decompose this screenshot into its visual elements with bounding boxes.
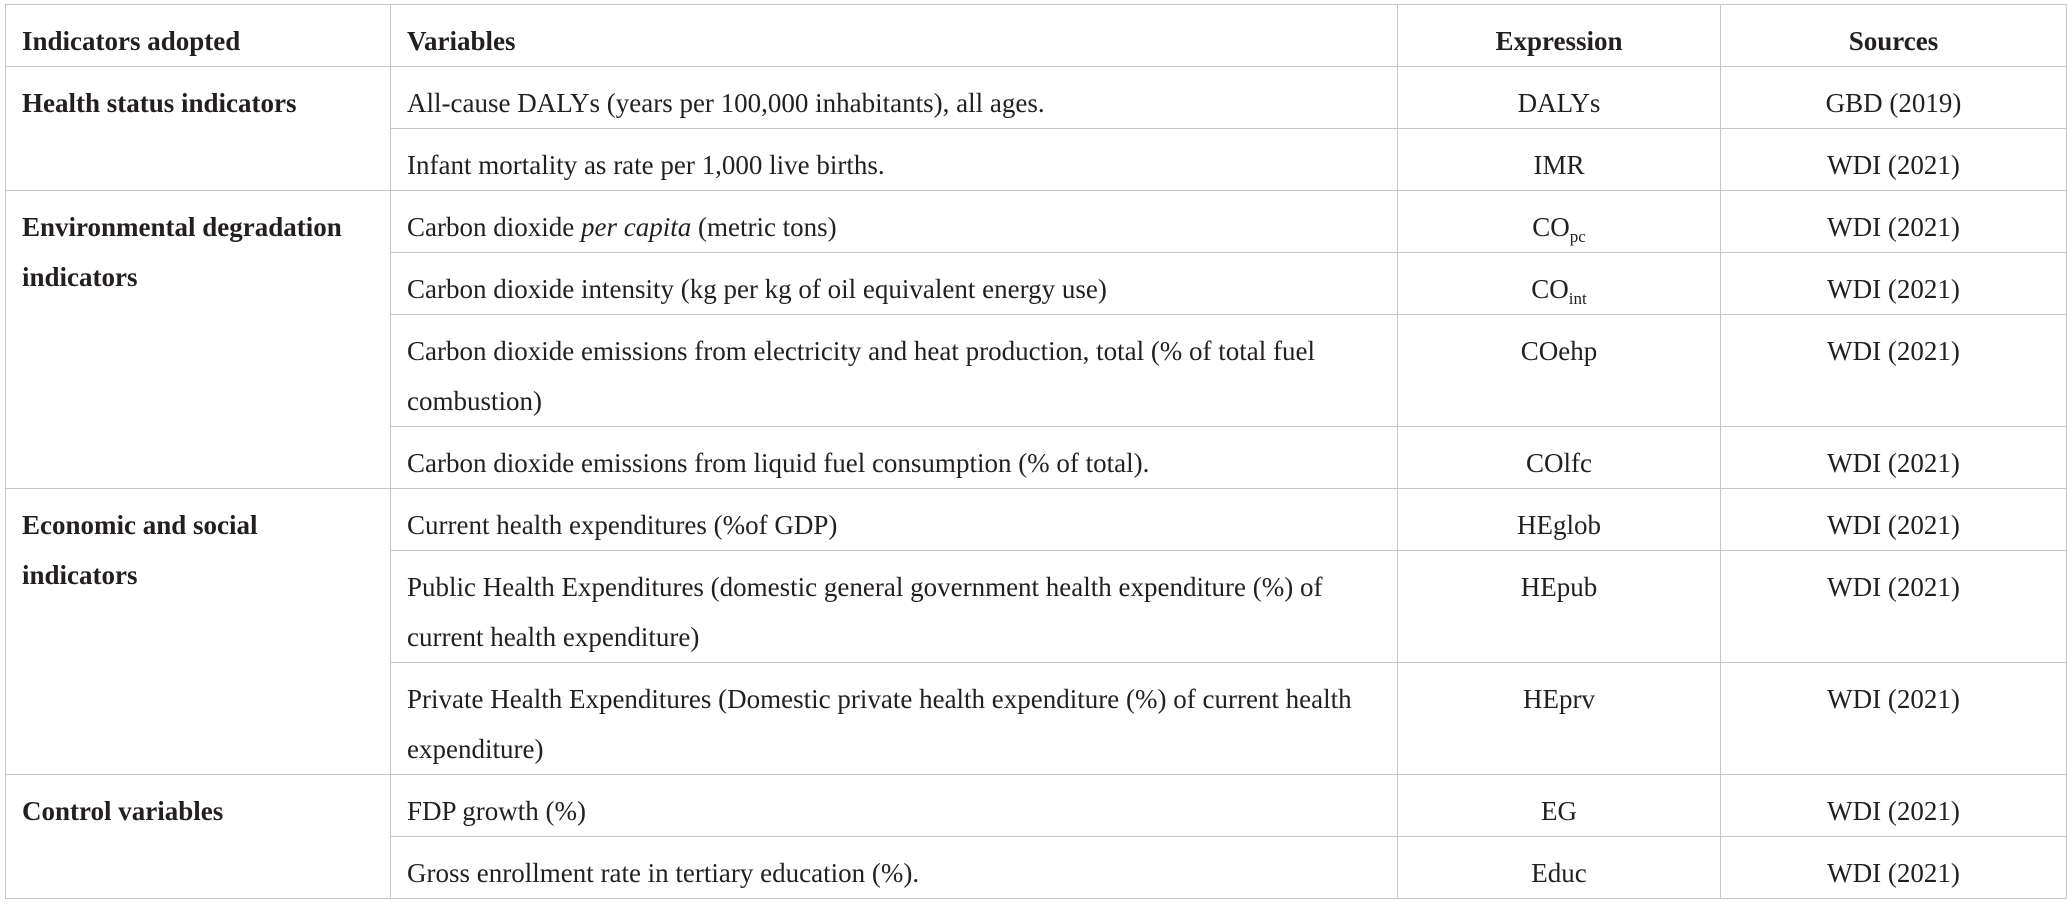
header-indicators: Indicators adopted: [6, 5, 391, 67]
header-expression: Expression: [1398, 5, 1721, 67]
variable-italic-text: per capita: [580, 212, 692, 242]
expression-cell: COlfc: [1398, 427, 1721, 489]
table-row: [6, 191, 2067, 253]
table-header-row: [6, 5, 2067, 67]
expression-subscript: pc: [1569, 227, 1586, 246]
variable-cell: Infant mortality as rate per 1,000 live births.: [391, 129, 1398, 191]
table-row: [6, 775, 2067, 837]
expression-cell: EG: [1398, 775, 1721, 837]
expression-cell: [1398, 253, 1721, 315]
expression-cell: [1398, 191, 1721, 253]
variable-cell: Gross enrollment rate in tertiary education (%).: [391, 837, 1398, 899]
expression-cell: Educ: [1398, 837, 1721, 899]
variable-cell: Current health expenditures (%of GDP): [391, 489, 1398, 551]
table-row: [6, 67, 2067, 129]
source-cell: GBD (2019): [1721, 67, 2067, 129]
header-sources: Sources: [1721, 5, 2067, 67]
source-cell: WDI (2021): [1721, 489, 2067, 551]
group-label-economic-social: Economic and social indicators: [6, 489, 391, 775]
expression-cell: IMR: [1398, 129, 1721, 191]
source-cell: WDI (2021): [1721, 253, 2067, 315]
source-cell: WDI (2021): [1721, 775, 2067, 837]
variable-cell: Private Health Expenditures (Domestic private health expenditure (%) of current health expenditure): [391, 663, 1398, 775]
variable-cell: Carbon dioxide intensity (kg per kg of oil equivalent energy use): [391, 253, 1398, 315]
expression-cell: HEglob: [1398, 489, 1721, 551]
expression-cell: DALYs: [1398, 67, 1721, 129]
source-cell: WDI (2021): [1721, 663, 2067, 775]
header-variables: Variables: [391, 5, 1398, 67]
table-row: [6, 489, 2067, 551]
expression-cell: HEprv: [1398, 663, 1721, 775]
variable-cell: [391, 191, 1398, 253]
source-cell: WDI (2021): [1721, 551, 2067, 663]
source-cell: WDI (2021): [1721, 427, 2067, 489]
expression-cell: HEpub: [1398, 551, 1721, 663]
group-label-environmental-degradation: Environmental degradation indicators: [6, 191, 391, 489]
indicators-table: [5, 4, 2067, 899]
group-label-control-variables: Control variables: [6, 775, 391, 899]
variable-cell: Carbon dioxide emissions from liquid fuel consumption (% of total).: [391, 427, 1398, 489]
variable-cell: FDP growth (%): [391, 775, 1398, 837]
variable-text: (metric tons): [691, 212, 837, 242]
source-cell: WDI (2021): [1721, 315, 2067, 427]
expression-text: CO: [1532, 212, 1570, 242]
variable-cell: All-cause DALYs (years per 100,000 inhabitants), all ages.: [391, 67, 1398, 129]
expression-text: CO: [1531, 274, 1569, 304]
variable-cell: Carbon dioxide emissions from electricity and heat production, total (% of total fuel combustion): [391, 315, 1398, 427]
source-cell: WDI (2021): [1721, 129, 2067, 191]
indicators-table-container: [5, 4, 2067, 899]
expression-subscript: int: [1568, 289, 1587, 308]
variable-text: Carbon dioxide: [407, 212, 581, 242]
variable-cell: Public Health Expenditures (domestic general government health expenditure (%) of current health expenditure): [391, 551, 1398, 663]
group-label-health-status: Health status indicators: [6, 67, 391, 191]
source-cell: WDI (2021): [1721, 191, 2067, 253]
expression-cell: COehp: [1398, 315, 1721, 427]
source-cell: WDI (2021): [1721, 837, 2067, 899]
